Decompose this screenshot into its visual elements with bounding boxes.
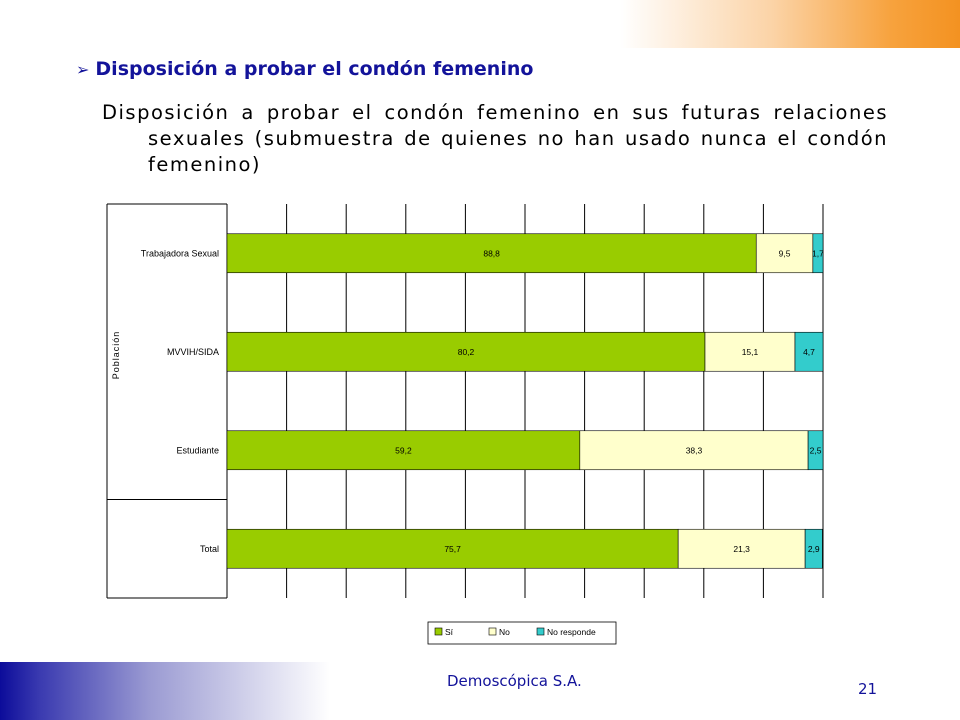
slide-heading-text: Disposición a probar el condón femenino (95, 58, 534, 80)
data-label: 88,8 (483, 248, 500, 259)
legend-swatch (489, 628, 496, 635)
footer-company: Demoscópica S.A. (447, 672, 582, 690)
data-label: 21,3 (733, 543, 750, 554)
legend-swatch (537, 628, 544, 635)
chart-legend (428, 622, 616, 644)
legend-entry: Sí (445, 627, 454, 637)
data-label: 2,5 (809, 445, 822, 456)
chart-title: Disposición a probar el condón femenino en sus futuras relaciones sexuales (submuestra de quienes no han usado nunca el condón femenino) (102, 101, 888, 176)
data-label: 59,2 (395, 445, 412, 456)
legend-entry: No (499, 627, 510, 637)
data-label: 80,2 (457, 346, 475, 357)
category-tick-label: Trabajadora Sexual (140, 248, 219, 259)
category-tick-label: Estudiante (176, 445, 219, 456)
data-label: 2,9 (807, 543, 820, 554)
arrow-bullet-icon: ➢ (76, 60, 90, 79)
data-label: 15,1 (741, 346, 759, 357)
legend-swatch (435, 628, 442, 635)
legend-entry: No responde (547, 627, 596, 637)
data-label: 1,7 (812, 248, 824, 259)
data-label: 38,3 (685, 445, 703, 456)
data-label: 75,7 (444, 543, 461, 554)
category-tick-label: Total (199, 543, 219, 554)
data-label: 4,7 (803, 346, 815, 357)
category-tick-label: MVVIH/SIDA (166, 346, 219, 357)
page-number: 21 (858, 680, 878, 698)
data-label: 9,5 (778, 248, 791, 259)
y-axis-title: Población (111, 330, 121, 380)
